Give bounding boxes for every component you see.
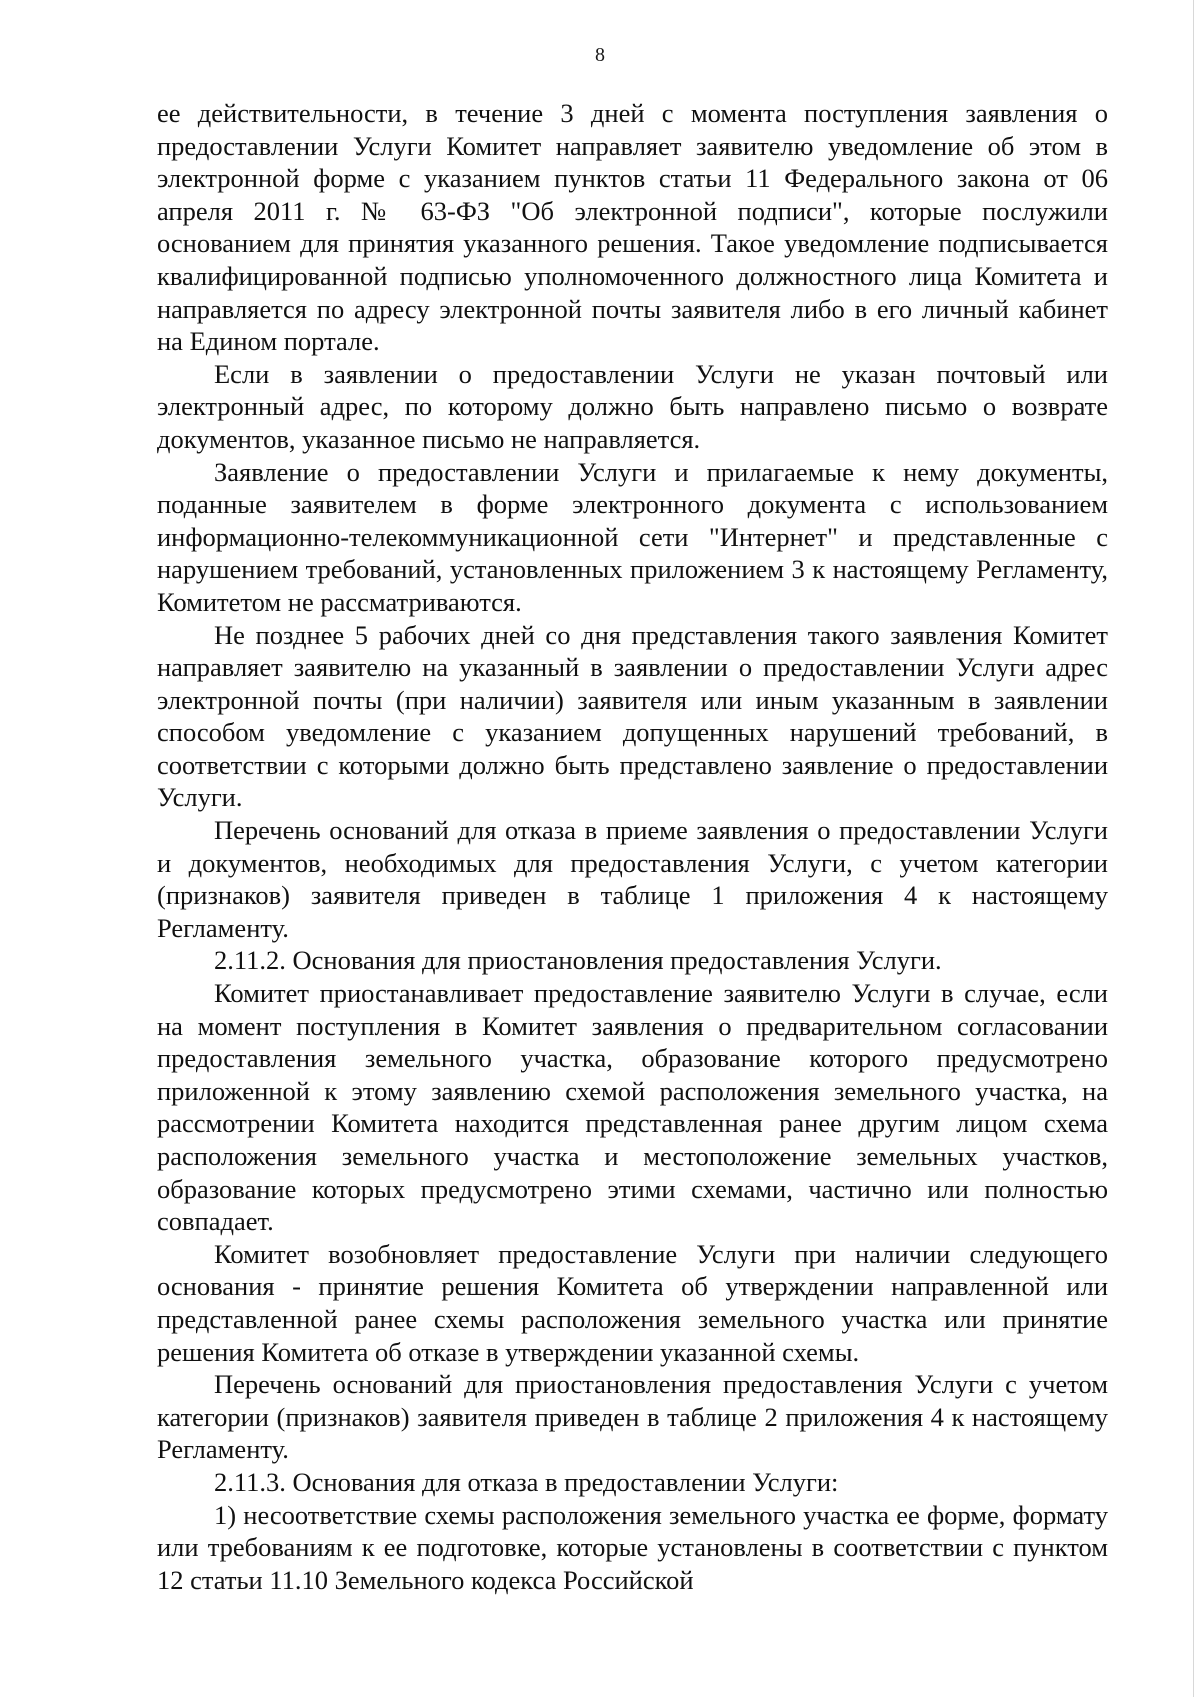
- scan-edge-line: [1193, 0, 1194, 1697]
- paragraph-suspension: Комитет приостанавливает предоставление заявителю Услуги в случае, если на момент поступления в Комитет заявления о предварительном согласовании предоставления земельного участка, образование которого предусмотрено приложенной к этому заявлению схемой расположения земельного участка, на рассмотрении Комитета находится представленная ранее другим лицом схема расположения земельного участка и местоположение земельных участков, образование которых предусмотрено этими схемами, частично или полностью совпадает.: [157, 978, 1108, 1237]
- paragraph-electronic-application: Заявление о предоставлении Услуги и прилагаемые к нему документы, поданные заявителем в форме электронного документа с использованием информационно-телекоммуникационной сети "Интернет" и представленные с нарушением требований, установленных приложением 3 к настоящему Регламенту, Комитетом не рассматриваются.: [157, 456, 1108, 617]
- paragraph-missing-address: Если в заявлении о предоставлении Услуги не указан почтовый или электронный адрес, по которому должно быть направлено письмо о возврате документов, указанное письмо не направляется.: [157, 358, 1108, 454]
- paragraph-resumption: Комитет возобновляет предоставление Услуги при наличии следующего основания - принятие решения Комитета об утверждении направленной или представленной ранее схемы расположения земельного участка или принятие решения Комитета об отказе в утверждении указанной схемы.: [157, 1238, 1108, 1367]
- document-body: [157, 97, 1108, 1596]
- paragraph-refusal-grounds-list: Перечень оснований для отказа в приеме заявления о предоставлении Услуги и документов, необходимых для предоставления Услуги, с учетом категории (признаков) заявителя приведен в таблице 1 приложения 4 к настоящему Регламенту.: [157, 815, 1108, 943]
- paragraph-suspension-grounds-list: Перечень оснований для приостановления предоставления Услуги с учетом категории (признаков) заявителя приведен в таблице 2 приложения 4 к настоящему Регламенту.: [157, 1369, 1108, 1465]
- list-item-1: 1) несоответствие схемы расположения земельного участка ее форме, формату или требованиям к ее подготовке, которые установлены в соответствии с пунктом 12 статьи 11.10 Земельного кодекса Российской: [157, 1499, 1108, 1595]
- section-heading-2-11-3: 2.11.3. Основания для отказа в предоставлении Услуги:: [214, 1466, 839, 1497]
- page-number: 8: [595, 44, 605, 66]
- paragraph-continuation: ее действительности, в течение 3 дней с момента поступления заявления о предоставлении Услуги Комитет направляет заявителю уведомление об этом в электронной форме с указанием пунктов статьи 11 Федерального закона от 06 апреля 2011 г. № 63-ФЗ "Об электронной подписи", которые послужили основанием для принятия указанного решения. Такое уведомление подписывается квалифицированной подписью уполномоченного должностного лица Комитета и направляется по адресу электронной почты заявителя либо в его личный кабинет на Едином портале.: [157, 98, 1108, 357]
- section-heading-2-11-2: 2.11.2. Основания для приостановления предоставления Услуги.: [214, 945, 942, 976]
- paragraph-notification-deadline: Не позднее 5 рабочих дней со дня представления такого заявления Комитет направляет заявителю на указанный в заявлении о предоставлении Услуги адрес электронной почты (при наличии) заявителя или иным указанным в заявлении способом уведомление с указанием допущенных нарушений требований, в соответствии с которыми должно быть представлено заявление о предоставлении Услуги.: [157, 619, 1108, 813]
